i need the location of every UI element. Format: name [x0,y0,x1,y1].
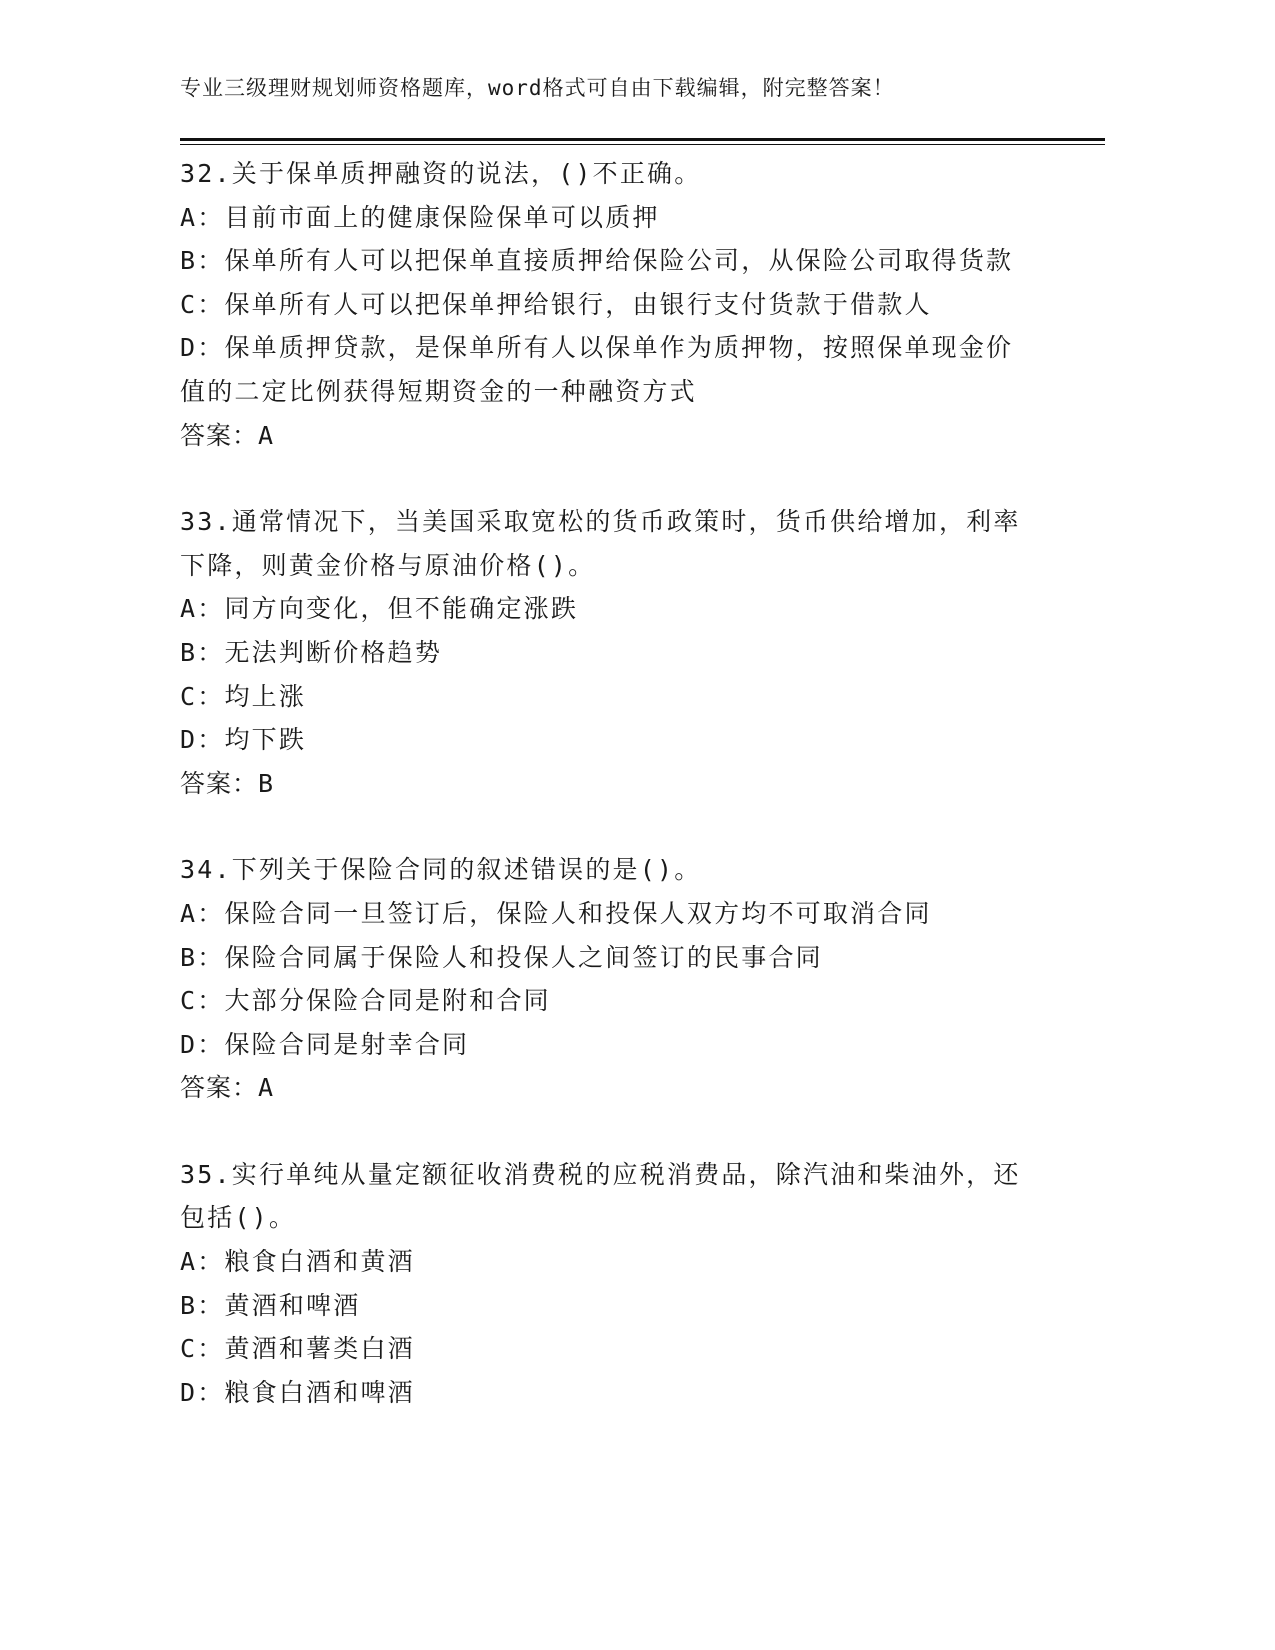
option-b: B：黄酒和啤酒 [180,1290,361,1320]
option-d: D：保险合同是射幸合同 [180,1029,470,1059]
question-35 [180,1153,1030,1415]
option-b: B：保单所有人可以把保单直接质押给保险公司，从保险公司取得货款 [180,246,1014,276]
question-stem-continued: 包括()。 [180,1203,297,1233]
question-list [180,152,1030,1457]
option-b: B：保险合同属于保险人和投保人之间签订的民事合同 [180,942,823,972]
question-32 [180,152,1030,457]
page-header: 专业三级理财规划师资格题库，word格式可自由下载编辑，附完整答案！ [180,76,895,100]
option-c: C：保单所有人可以把保单押给银行，由银行支付货款于借款人 [180,289,932,319]
option-a: A：目前市面上的健康保险保单可以质押 [180,202,660,232]
option-d: D：保单质押贷款，是保单所有人以保单作为质押物，按照保单现金价 [180,333,1014,363]
option-c: C：黄酒和薯类白酒 [180,1334,415,1364]
header-rule-thin [180,144,1105,145]
option-c: C：大部分保险合同是附和合同 [180,986,551,1016]
answer: 答案：B [180,768,275,798]
option-a: A：保险合同一旦签订后，保险人和投保人双方均不可取消合同 [180,898,932,928]
option-b: B：无法判断价格趋势 [180,637,443,667]
document-page [180,0,1105,1650]
question-stem: 32.关于保单质押融资的说法，()不正确。 [180,159,702,188]
question-stem: 35.实行单纯从量定额征收消费税的应税消费品，除汽油和柴油外，还 [180,1159,1021,1189]
question-stem: 33.通常情况下，当美国采取宽松的货币政策时，货币供给增加，利率 [180,507,1021,537]
option-d-continued: 值的二定比例获得短期资金的一种融资方式 [180,376,697,406]
option-c: C：均上涨 [180,681,307,711]
question-34 [180,848,1030,1110]
answer: 答案：A [180,1073,275,1103]
option-d: D：粮食白酒和啤酒 [180,1377,415,1407]
header-rule-thick [180,138,1105,141]
question-stem-continued: 下降，则黄金价格与原油价格()。 [180,550,596,580]
option-a: A：粮食白酒和黄酒 [180,1247,415,1277]
option-d: D：均下跌 [180,725,307,755]
question-33 [180,500,1030,805]
question-stem: 34.下列关于保险合同的叙述错误的是()。 [180,855,702,885]
answer: 答案：A [180,420,275,450]
option-a: A：同方向变化，但不能确定涨跌 [180,594,579,624]
